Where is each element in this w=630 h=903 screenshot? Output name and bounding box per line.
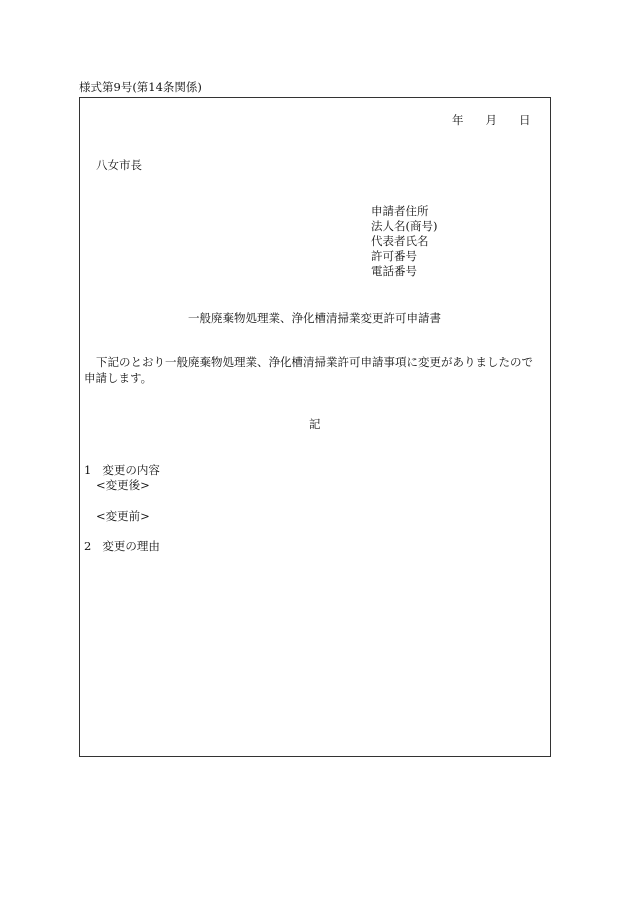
body-text-line2: 申請します。 bbox=[84, 371, 153, 385]
document-title: 一般廃棄物処理業、浄化槽清掃業変更許可申請書 bbox=[188, 311, 441, 325]
representative-name-label: 代表者氏名 bbox=[371, 234, 429, 248]
form-number: 様式第9号(第14条関係) bbox=[79, 80, 202, 94]
date-year: 年 bbox=[452, 113, 464, 127]
permit-number-label: 許可番号 bbox=[371, 249, 417, 263]
item1-heading bbox=[84, 465, 160, 477]
date-line bbox=[452, 115, 531, 127]
before-change-label: <変更前> bbox=[96, 509, 150, 523]
ki-heading: 記 bbox=[309, 417, 321, 431]
item2-label: 変更の理由 bbox=[102, 539, 160, 553]
date-day: 日 bbox=[519, 113, 531, 127]
after-change-label: <変更後> bbox=[96, 478, 150, 492]
company-name-label: 法人名(商号) bbox=[371, 219, 438, 233]
date-month: 月 bbox=[485, 113, 497, 127]
item2-number: 2 bbox=[84, 539, 92, 553]
addressee: 八女市長 bbox=[96, 158, 142, 172]
applicant-address-label: 申請者住所 bbox=[371, 204, 429, 218]
item2-heading bbox=[84, 541, 160, 553]
item1-number: 1 bbox=[84, 463, 92, 477]
item1-label: 変更の内容 bbox=[102, 463, 160, 477]
phone-number-label: 電話番号 bbox=[371, 264, 417, 278]
body-text-line1: 下記のとおり一般廃棄物処理業、浄化槽清掃業許可申請事項に変更がありましたので bbox=[96, 355, 533, 369]
